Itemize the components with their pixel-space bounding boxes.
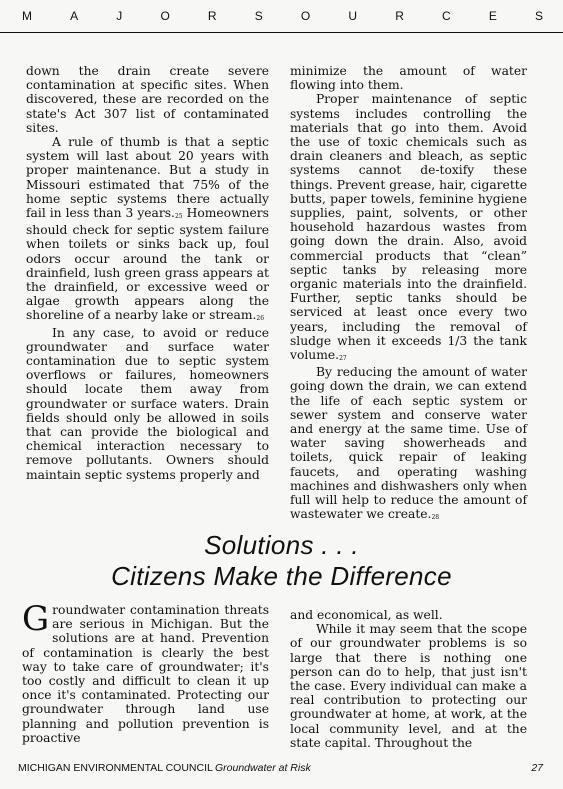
header-letter: O [300,9,311,23]
section-heading-line1: Solutions . . . [204,530,359,560]
paragraph-text: By reducing the amount of water going down the drain, we can extend the life of each septic system or sewer system and conserve water and energy at the same time. Use of water saving showerheads and toilets, quick repair of leaking faucets, and operating washing machines and dishwashers only when full will help to reduce the amount of wastewater we create. [290,365,527,522]
header-letter: S [534,9,543,23]
paragraph-text: roundwater contamination threats are serious in Michigan. But the solutions are at hand. Prevention of contamination is clearly the best way to take care of groundwater; it's too costly and difficult to clean it up once it's contaminated. Protecting our groundwater through land use planning and pollution prevention is proactive [22,603,269,745]
page-footer [18,762,543,776]
header-letter: R [395,9,404,23]
header-letter: S [254,9,263,23]
page-number: 27 [531,762,543,774]
paragraph-text: Homeowners should check for septic system failure when toilets or sinks back up, foul odors occur around the tank or drainfield, lush green grass appears at the drainfield, or excessive weed or algae growth appears along the shoreline of a nearby lake or stream. [26,206,269,323]
header-letter: U [348,9,358,23]
paragraph-text: A rule of thumb is that a septic system will last about 20 years with proper maintenance. But a study in Missouri estimated that 75% of the home septic systems there actually fail in less than 3 years. [26,135,269,221]
header-letter: A [70,9,79,23]
section-heading-line2: Citizens Make the Difference [111,561,452,591]
header-letter: O [160,9,170,23]
paragraph-text: Proper maintenance of septic systems includes controlling the materials that go into them. Avoid the use of toxic chemicals such as drain cleaners and bleach, as septic systems cannot de-toxify these things. Prevent grease, hair, cigarette butts, paper towels, feminine hygiene supplies, paint, solvents, or other household hazardous wastes from going down the drain. Also, avoid commercial products that “clean” septic tanks by releasing more organic materials into the drainfield. Further, septic tanks should be serviced at least once every two years, including the removal of sludge when it exceeds 1/3 the tank volume. [290,92,527,363]
left-column [26,64,269,482]
bottom-right-column [290,608,527,750]
header-letter: C [442,9,451,23]
header-letter: E [488,9,497,23]
footer-organization: MICHIGAN ENVIRONMENTAL COUNCIL [18,762,213,774]
header-letter: R [207,9,217,23]
paragraph [22,599,269,745]
footer-publication-title: Groundwater at Risk [215,762,311,774]
paragraph: down the drain create severe contamination at specific sites. When discovered, these are recorded on the state's Act 307 list of contaminated sites. [26,64,269,135]
paragraph [290,92,527,365]
paragraph [26,135,269,326]
footnote-marker: 27 [339,355,347,363]
header-title [22,9,543,23]
drop-cap: G [22,599,50,639]
paragraph [290,365,527,524]
header-letter: J [116,9,123,23]
paragraph: minimize the amount of water flowing into them. [290,64,527,93]
footnote-marker: 28 [431,514,440,522]
footnote-marker: 26 [256,315,265,323]
running-header [0,0,563,33]
paragraph: While it may seem that the scope of our groundwater problems is so large that there is nothing one person can do to help, that just isn't the case. Every individual can make a real contribution to protecting our groundwater at home, at work, at the local community level, and at the state capital. Throughout the [290,622,527,750]
footnote-marker: 25 [174,213,183,221]
header-letter: M [22,9,32,23]
paragraph: and economical, as well. [290,608,443,622]
paragraph: In any case, to avoid or reduce groundwater and surface water contamination due to septic system overflows or failures, homeowners should locate them away from groundwater or surface waters. Drain fields should only be allowed in soils that can provide the biological and chemical interaction necessary to remove pollutants. Owners should maintain septic systems properly and [26,325,269,482]
bottom-left-column [22,599,269,745]
right-column [290,64,527,525]
